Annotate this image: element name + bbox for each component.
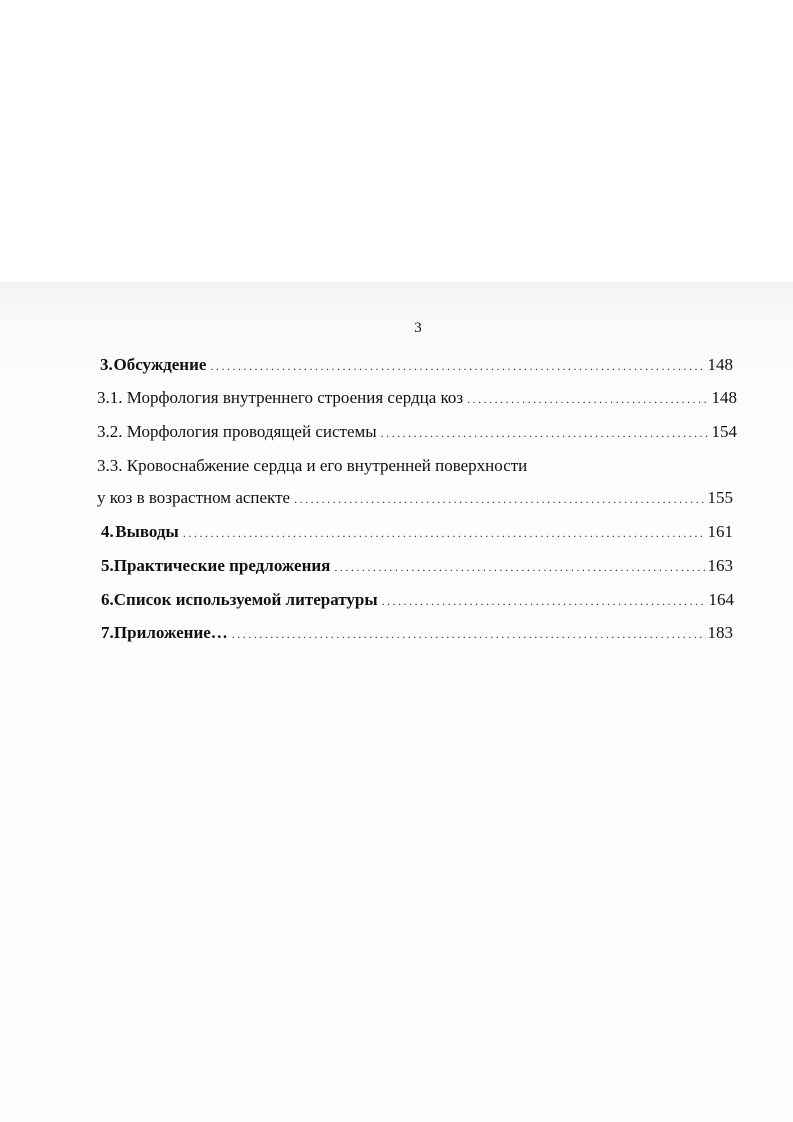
toc-entry-practical — [101, 554, 733, 579]
toc-leader-dots — [210, 354, 705, 378]
toc-entry-number: 4. — [101, 522, 114, 541]
toc-entry-page: 161 — [707, 522, 733, 541]
toc-entry-blood-supply-line1: 3.3. Кровоснабжение сердца и его внутренней поверхности — [97, 456, 528, 475]
toc-entry-label: Обсуждение — [113, 355, 207, 374]
toc-entry-number: 6. — [101, 590, 114, 609]
toc-entry-page: 148 — [711, 388, 737, 407]
toc-entry-label: Выводы — [115, 522, 179, 541]
toc-entry-discussion — [100, 353, 733, 378]
toc-entry-number: 5. — [101, 556, 114, 575]
toc-entry-label: у коз в возрастном аспекте — [97, 488, 291, 507]
toc-entry-label: Практические предложения — [113, 556, 331, 575]
toc-entry-morph-conductive — [97, 420, 737, 445]
page-number: 3 — [414, 320, 422, 336]
toc-entry-page: 163 — [707, 556, 733, 575]
toc-leader-dots — [467, 387, 709, 411]
toc-leader-dots — [232, 622, 706, 646]
toc-entry-morph-internal — [97, 386, 737, 411]
toc-entry-label: Список используемой литературы — [113, 590, 378, 609]
toc-entry-page: 148 — [707, 355, 733, 374]
toc-entry-number: 7. — [101, 623, 114, 642]
toc-leader-dots — [183, 521, 706, 545]
toc-entry-label: 3.2. Морфология проводящей системы — [97, 422, 377, 441]
toc-entry-blood-supply-line2 — [97, 486, 733, 511]
toc-entry-page: 183 — [707, 623, 733, 642]
toc-leader-dots — [334, 555, 705, 579]
toc-entry-page: 155 — [707, 488, 733, 507]
toc-entry-label: 3.1. Морфология внутреннего строения сердца коз — [97, 388, 464, 407]
toc-leader-dots — [294, 487, 705, 511]
toc-entry-appendix — [101, 621, 733, 646]
toc-entry-literature — [101, 588, 734, 613]
toc-leader-dots — [382, 589, 707, 613]
toc-entry-page: 164 — [708, 590, 734, 609]
toc-leader-dots — [381, 421, 710, 445]
toc-entry-page: 154 — [711, 422, 737, 441]
toc-entry-number: 3. — [100, 355, 113, 374]
toc-entry-label: Приложение… — [113, 623, 228, 642]
toc-entry-conclusions — [101, 520, 733, 545]
